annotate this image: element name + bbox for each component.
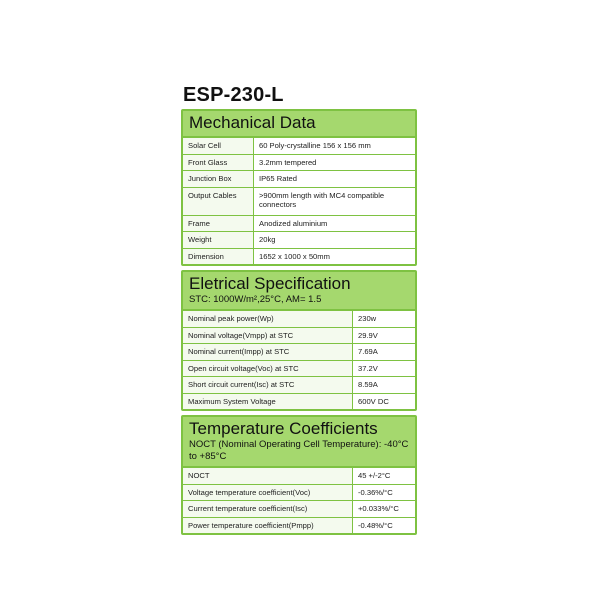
temperature-coefficients-table	[183, 468, 415, 533]
table-row	[183, 138, 415, 154]
table-row	[183, 248, 415, 265]
row-value: -0.36%/°C	[358, 487, 393, 497]
row-value: 8.59A	[358, 380, 378, 389]
row-label: Maximum System Voltage	[183, 394, 353, 410]
electrical-spec-panel	[181, 270, 417, 411]
electrical-spec-table	[183, 311, 415, 409]
row-value: 230w	[358, 314, 377, 323]
row-value: 29.9V	[358, 330, 378, 340]
table-row	[183, 376, 415, 393]
table-row	[183, 311, 415, 327]
row-label: Solar Cell	[183, 138, 254, 154]
row-value: 1652 x 1000 x 50mm	[259, 251, 330, 261]
row-value: +0.033%/°C	[358, 504, 399, 513]
mechanical-data-table	[183, 138, 415, 264]
row-label: Dimension	[183, 249, 254, 265]
table-row	[183, 215, 415, 232]
row-value: 20kg	[259, 235, 276, 244]
temperature-coefficients-panel	[181, 415, 417, 535]
table-row	[183, 517, 415, 534]
row-label: Nominal current(Impp) at STC	[183, 344, 353, 360]
row-label: Voltage temperature coefficient(Voc)	[183, 485, 353, 501]
table-row	[183, 343, 415, 360]
table-row	[183, 327, 415, 344]
row-label: Open circuit voltage(Voc) at STC	[183, 361, 353, 377]
mechanical-data-panel	[181, 109, 417, 266]
table-row	[183, 170, 415, 187]
mechanical-data-header	[183, 111, 415, 138]
row-label: NOCT	[183, 468, 353, 484]
temperature-coefficients-title: Temperature Coefficients	[189, 419, 378, 438]
table-row	[183, 231, 415, 248]
row-label: Output Cables	[183, 188, 254, 215]
row-label: Nominal voltage(Vmpp) at STC	[183, 328, 353, 344]
row-value: 45 +/-2°C	[358, 471, 391, 480]
row-label: Junction Box	[183, 171, 254, 187]
row-value: 600V DC	[358, 396, 389, 406]
electrical-spec-subtitle: STC: 1000W/m²,25°C, AM= 1.5	[189, 294, 322, 305]
table-row	[183, 154, 415, 171]
row-label: Frame	[183, 216, 254, 232]
row-value: 60 Poly-crystalline 156 x 156 mm	[259, 141, 371, 150]
row-value: 37.2V	[358, 363, 378, 373]
electrical-spec-title: Eletrical Specification	[189, 274, 351, 293]
model-title: ESP-230-L	[183, 84, 284, 106]
row-label: Nominal peak power(Wp)	[183, 311, 353, 327]
row-value: 7.69A	[358, 347, 378, 356]
row-value: -0.48%/°C	[358, 520, 393, 530]
row-value: IP65 Rated	[259, 174, 297, 183]
table-row	[183, 393, 415, 410]
temperature-coefficients-header	[183, 417, 415, 468]
electrical-spec-header	[183, 272, 415, 311]
row-value: Anodized aluminium	[259, 218, 328, 228]
row-label: Short circuit current(Isc) at STC	[183, 377, 353, 393]
mechanical-data-title: Mechanical Data	[189, 113, 316, 132]
row-label: Current temperature coefficient(Isc)	[183, 501, 353, 517]
row-label: Power temperature coefficient(Pmpp)	[183, 518, 353, 534]
table-row	[183, 484, 415, 501]
table-row	[183, 360, 415, 377]
table-row	[183, 500, 415, 517]
row-value: 3.2mm tempered	[259, 157, 317, 167]
row-label: Front Glass	[183, 155, 254, 171]
row-value: >900mm length with MC4 compatible connectors	[259, 190, 385, 209]
table-row	[183, 187, 415, 215]
temperature-coefficients-subtitle: NOCT (Nominal Operating Cell Temperature): -40°C to +85°C	[189, 439, 409, 462]
table-row	[183, 468, 415, 484]
row-label: Weight	[183, 232, 254, 248]
